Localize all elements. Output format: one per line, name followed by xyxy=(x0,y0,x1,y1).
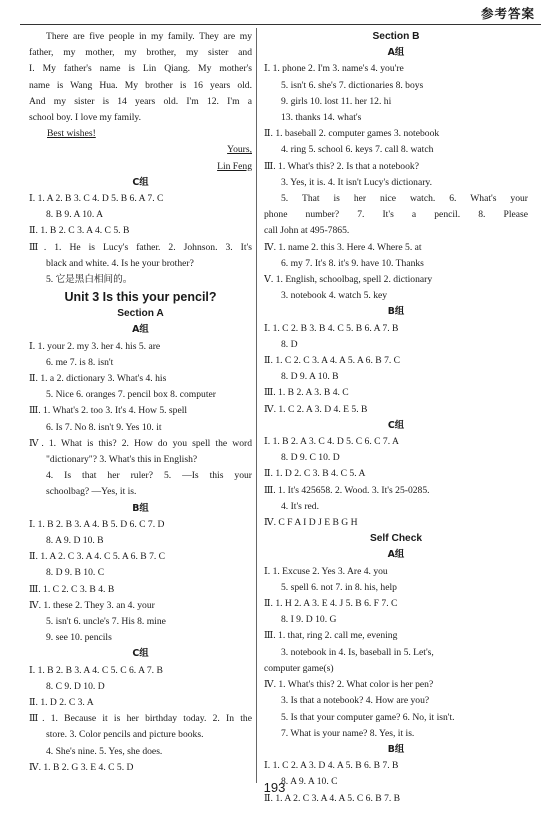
letter-block xyxy=(29,29,252,175)
group-heading: A组 xyxy=(132,324,149,336)
answer-line: 5. spell 6. not 7. in 8. his, help xyxy=(281,581,397,593)
right-column xyxy=(264,29,528,807)
answer-line: Ⅱ. 1. D 2. C 3. A xyxy=(29,697,94,708)
letter-line: father, my mother, my brother, my sister and xyxy=(29,47,252,59)
answer-line: 5. That is her nice watch. 6. What's your xyxy=(281,193,528,205)
group-heading: A组 xyxy=(387,47,405,59)
answer-line: 5. Nice 6. oranges 7. pencil box 8. computer xyxy=(46,389,216,401)
answer-line: 6. me 7. is 8. isn't xyxy=(46,356,114,368)
answer-line: Ⅲ. 1. C 2. C 3. B 4. B xyxy=(29,583,115,595)
group-heading: C组 xyxy=(387,419,405,431)
answer-line: Ⅱ. 1. A 2. C 3. A 4. A 5. C 6. B 7. B xyxy=(264,792,401,804)
answer-line: Ⅰ. 1. B 2. A 3. C 4. D 5. C 6. C 7. A xyxy=(264,436,399,448)
answer-line: 5. isn't 6. uncle's 7. His 8. mine xyxy=(46,615,166,627)
answer-line: Ⅰ. 1. phone 2. I'm 3. name's 4. you're xyxy=(264,63,404,75)
answer-line: 8. D 9. A 10. B xyxy=(281,371,339,383)
letter-yours: Yours, xyxy=(227,144,252,156)
answer-line: Ⅱ. 1. D 2. C 3. B 4. C 5. A xyxy=(264,468,366,480)
answer-line: 8. D 9. B 10. C xyxy=(46,567,105,579)
answer-line: 7. What is your name? 8. Yes, it is. xyxy=(281,727,415,739)
answer-line: 8. A 9. A 10. C xyxy=(281,776,338,788)
answer-line: Ⅰ. 1. B 2. B 3. A 4. C 5. C 6. A 7. B xyxy=(29,664,163,676)
answer-line: 6. my 7. It's 8. it's 9. have 10. Thanks xyxy=(281,257,424,269)
answer-line: 3. Yes, it is. 4. It isn't Lucy's dictionary. xyxy=(281,176,433,188)
answer-line: 8. D 9. C 10. D xyxy=(281,452,340,464)
group-heading: B组 xyxy=(387,743,405,755)
answer-line: 8. C 9. D 10. D xyxy=(46,680,105,692)
answer-line: Ⅰ. 1. B 2. B 3. A 4. B 5. D 6. C 7. D xyxy=(29,518,165,530)
answer-line: 6. Is 7. No 8. isn't 9. Yes 10. it xyxy=(46,421,162,433)
answer-line: Ⅰ. 1. Excuse 2. Yes 3. Are 4. you xyxy=(264,565,388,577)
answer-line: Ⅳ. 1. C 2. A 3. D 4. E 5. B xyxy=(264,403,368,415)
group-heading: C组 xyxy=(132,648,149,660)
answer-line: Ⅲ. 1. What's 2. too 3. It's 4. How 5. spell xyxy=(29,405,188,417)
answer-line: Ⅰ. 1. C 2. B 3. B 4. C 5. B 6. A 7. B xyxy=(264,322,399,334)
answer-line: Ⅳ. C F A I D J E B G H xyxy=(264,517,358,529)
answer-line: 8. A 9. D 10. B xyxy=(46,534,104,546)
answer-line: Ⅳ. 1. these 2. They 3. an 4. your xyxy=(29,599,155,611)
answer-line: Ⅱ. 1. a 2. dictionary 3. What's 4. his xyxy=(29,372,167,384)
group-heading: A组 xyxy=(387,549,405,561)
group-heading: B组 xyxy=(387,306,405,318)
answer-line: Ⅱ. 1. A 2. C 3. A 4. C 5. A 6. B 7. C xyxy=(29,551,166,563)
letter-line: I. My father's name is Lin Qiang. My mother's xyxy=(29,63,252,75)
page-number: 193 xyxy=(263,780,286,795)
letter-closing: Best wishes! xyxy=(47,128,96,140)
letter-line: There are five people in my family. They are my xyxy=(46,31,252,42)
letter-line: And my sister is 14 years old. I'm 12. I'm a xyxy=(29,95,252,107)
answer-line: 4. She's nine. 5. Yes, she does. xyxy=(46,745,163,757)
answer-line: 3. notebook in 4. Is, baseball in 5. Let's, xyxy=(281,646,434,658)
answer-line: "dictionary"? 3. What's this in English? xyxy=(46,453,198,465)
answer-line: Ⅲ. 1. Because it is her birthday today. 2. In the xyxy=(29,713,252,725)
left-column xyxy=(29,29,252,776)
answer-line: 9. see 10. pencils xyxy=(46,632,112,644)
answer-line: 5. isn't 6. she's 7. dictionaries 8. boys xyxy=(281,79,424,91)
letter-line: school boy. I love my family. xyxy=(29,111,141,123)
answer-line: 3. Is that a notebook? 4. How are you? xyxy=(281,695,430,707)
answer-line: 5. Is that your computer game? 6. No, it isn't. xyxy=(281,711,455,723)
letter-signature: Lin Feng xyxy=(217,160,252,172)
header-rule xyxy=(20,24,541,25)
answer-line: 4. Is that her ruler? 5. —Is this your xyxy=(46,470,252,482)
group-heading: B组 xyxy=(132,502,149,514)
answer-line: Ⅳ. 1. name 2. this 3. Here 4. Where 5. at xyxy=(264,241,422,253)
answer-line: Ⅳ. 1. B 2. G 3. E 4. C 5. D xyxy=(29,761,134,773)
answer-line: store. 3. Color pencils and picture books. xyxy=(46,729,204,741)
answer-line: Ⅲ. 1. He is Lucy's father. 2. Johnson. 3. It's xyxy=(29,241,252,253)
section-heading: Self Check xyxy=(369,533,423,545)
answer-line: Ⅴ. 1. English, schoolbag, spell 2. dictionary xyxy=(264,274,433,286)
answer-line: 4. It's red. xyxy=(281,500,319,512)
unit-title: Unit 3 Is this your pencil? xyxy=(64,290,217,305)
answer-line: Ⅳ. 1. What's this? 2. What color is her pen? xyxy=(264,679,434,691)
answer-line: 3. notebook 4. watch 5. key xyxy=(281,290,388,302)
answer-line: Ⅱ. 1. H 2. A 3. E 4. J 5. B 6. F 7. C xyxy=(264,598,398,610)
answer-line: Ⅲ. 1. that, ring 2. call me, evening xyxy=(264,630,398,642)
answer-line: Ⅰ. 1. C 2. A 3. D 4. A 5. B 6. B 7. B xyxy=(264,760,399,772)
answer-line: black and white. 4. Is he your brother? xyxy=(46,257,194,269)
answer-line: 5. 它是黑白相间的。 xyxy=(46,273,133,285)
answer-line: schoolbag? —Yes, it is. xyxy=(46,486,137,498)
answer-line: 8. I 9. D 10. G xyxy=(281,614,337,626)
section-heading: Section A xyxy=(117,308,164,320)
answer-line: Ⅰ. 1. A 2. B 3. C 4. D 5. B 6. A 7. C xyxy=(29,192,164,204)
answer-line: 8. B 9. A 10. A xyxy=(46,209,104,221)
answer-line: 8. D xyxy=(281,338,298,350)
section-heading: Section B xyxy=(372,31,420,42)
answer-line: 13. thanks 14. what's xyxy=(281,112,362,124)
answer-line: 9. girls 10. lost 11. her 12. hi xyxy=(281,95,392,107)
answer-line: Ⅲ. 1. It's 425658. 2. Wood. 3. It's 25-0285. xyxy=(264,484,430,496)
answer-line: Ⅲ. 1. B 2. A 3. B 4. C xyxy=(264,387,349,399)
answer-line: call John at 495-7865. xyxy=(264,225,350,237)
column-divider xyxy=(256,28,257,783)
answer-line: phone number? 7. It's a pencil. 8. Please xyxy=(264,209,528,221)
answer-line: Ⅳ. 1. What is this? 2. How do you spell the word xyxy=(29,437,252,449)
answer-line: computer game(s) xyxy=(264,662,334,674)
answer-line: Ⅲ. 1. What's this? 2. Is that a notebook? xyxy=(264,160,419,172)
answer-line: Ⅰ. 1. your 2. my 3. her 4. his 5. are xyxy=(29,340,161,352)
letter-line: name is Wang Hua. My brother is 16 years old. xyxy=(29,79,252,91)
header-title: 参考答案 xyxy=(480,6,535,21)
group-heading: C组 xyxy=(132,176,149,188)
answer-line: Ⅱ. 1. baseball 2. computer games 3. notebook xyxy=(264,128,440,140)
answer-line: Ⅱ. 1. B 2. C 3. A 4. C 5. B xyxy=(29,225,130,237)
answer-line: Ⅱ. 1. C 2. C 3. A 4. A 5. A 6. B 7. C xyxy=(264,355,401,367)
answer-line: 4. ring 5. school 6. keys 7. call 8. watch xyxy=(281,144,434,156)
